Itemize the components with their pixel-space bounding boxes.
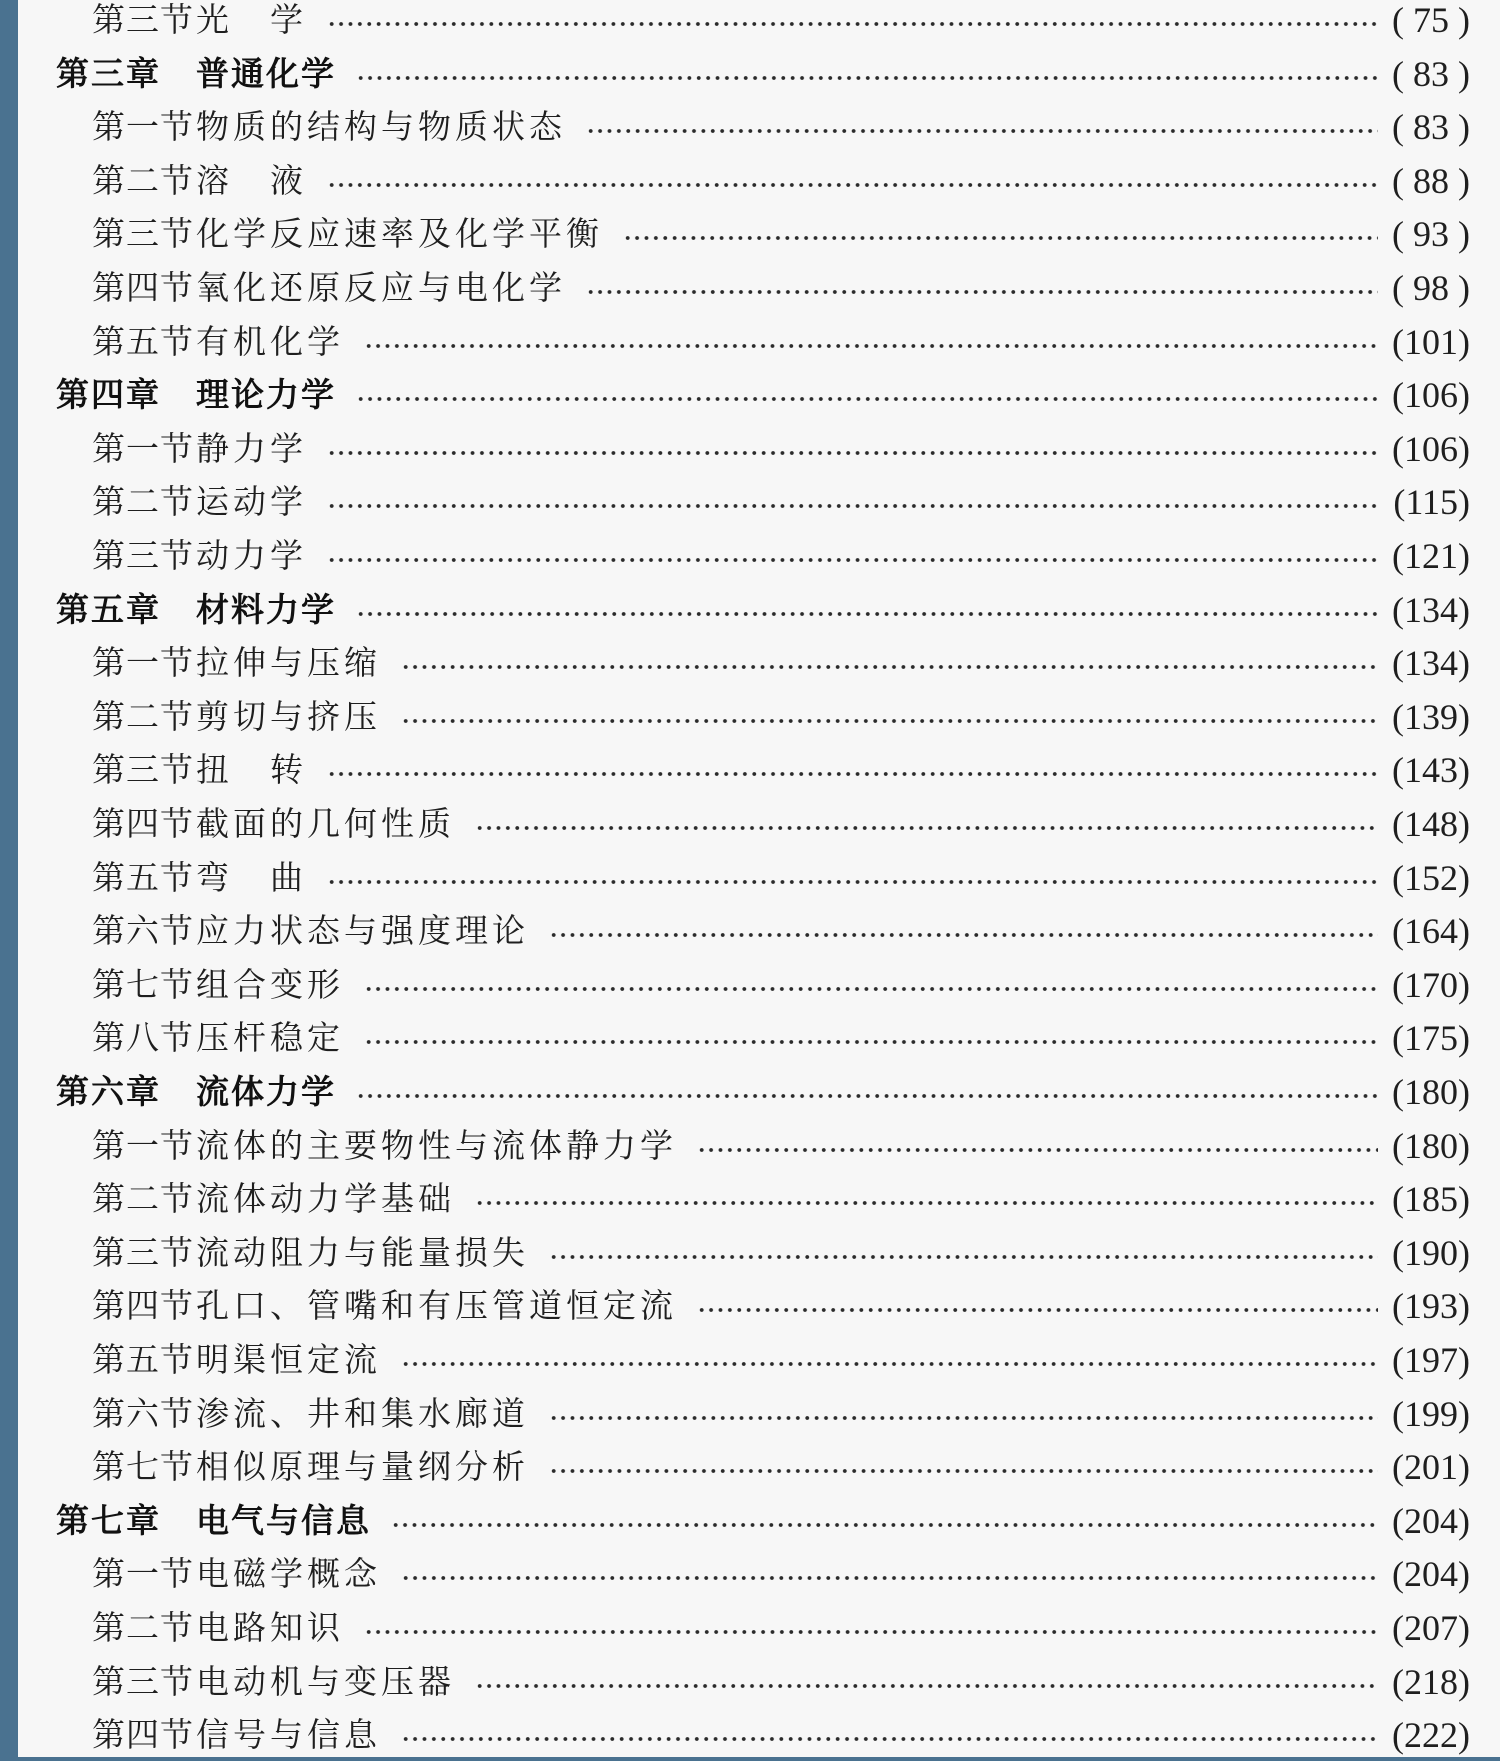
page-number: (115) — [1393, 482, 1470, 523]
page-number: (204) — [1392, 1500, 1470, 1541]
page-number: (190) — [1392, 1232, 1470, 1273]
chapter-number: 第三章 — [56, 53, 161, 93]
dot-leader — [475, 1683, 1378, 1689]
section-title: 渗流、井和集水廊道 — [196, 1393, 529, 1433]
dot-leader — [364, 1039, 1378, 1045]
toc-section-row[interactable] — [18, 744, 1500, 796]
section-number: 第七节 — [92, 1447, 194, 1487]
section-title: 扭 转 — [196, 750, 307, 790]
page-number: (199) — [1392, 1393, 1470, 1434]
toc-section-row[interactable] — [18, 530, 1500, 582]
dot-leader — [356, 75, 1378, 81]
dot-leader — [327, 879, 1378, 885]
toc-section-row[interactable] — [18, 1656, 1500, 1708]
section-number: 第二节 — [92, 1608, 194, 1647]
section-title: 光 学 — [196, 0, 307, 39]
section-title: 剪切与挤压 — [196, 696, 381, 736]
dot-leader — [697, 1147, 1378, 1153]
section-number: 第三节 — [92, 1661, 194, 1701]
toc-section-row[interactable] — [18, 1441, 1500, 1493]
dot-leader — [549, 1254, 1378, 1260]
toc-section-row[interactable] — [18, 316, 1500, 368]
section-number: 第二节 — [92, 696, 194, 736]
section-title: 流体的主要物性与流体静力学 — [196, 1125, 677, 1165]
toc-section-row[interactable] — [18, 905, 1500, 957]
section-title: 相似原理与量纲分析 — [196, 1447, 529, 1487]
section-title: 有机化学 — [196, 321, 344, 361]
toc-section-row[interactable] — [18, 959, 1500, 1011]
toc-page — [18, 0, 1500, 1757]
chapter-title: 材料力学 — [196, 589, 336, 629]
toc-section-row[interactable] — [18, 476, 1500, 528]
dot-leader — [327, 503, 1379, 509]
section-number: 第二节 — [92, 160, 194, 200]
section-title: 动力学 — [196, 536, 307, 575]
toc-chapter-row[interactable] — [18, 584, 1500, 636]
toc-section-row[interactable] — [18, 691, 1500, 743]
page-number: (106) — [1392, 375, 1470, 416]
section-number: 第二节 — [92, 482, 194, 522]
section-title: 孔口、管嘴和有压管道恒定流 — [196, 1286, 677, 1326]
page-number: (204) — [1392, 1554, 1470, 1595]
page-number: ( 75 ) — [1392, 0, 1470, 40]
page-number: (134) — [1392, 589, 1470, 630]
dot-leader — [327, 557, 1378, 563]
page-number: (170) — [1392, 964, 1470, 1005]
toc-section-row[interactable] — [18, 1173, 1500, 1225]
section-title: 截面的几何性质 — [196, 804, 455, 843]
section-title: 电动机与变压器 — [196, 1661, 455, 1701]
page-number: (164) — [1392, 911, 1470, 952]
dot-leader — [623, 235, 1378, 241]
dot-leader — [586, 128, 1378, 134]
page-number: (207) — [1392, 1608, 1470, 1648]
section-number: 第一节 — [92, 1125, 194, 1165]
section-title: 明渠恒定流 — [196, 1340, 381, 1379]
page-number: (106) — [1392, 428, 1470, 469]
section-title: 流体动力学基础 — [196, 1179, 455, 1219]
section-number: 第一节 — [92, 643, 194, 683]
section-number: 第三节 — [92, 0, 194, 39]
section-number: 第一节 — [92, 428, 194, 468]
dot-leader — [401, 664, 1378, 670]
dot-leader — [327, 182, 1378, 188]
section-title: 压杆稳定 — [196, 1018, 344, 1058]
toc-section-row[interactable] — [18, 262, 1500, 314]
dot-leader — [549, 1415, 1378, 1421]
toc-chapter-row[interactable] — [18, 1495, 1500, 1547]
section-title: 拉伸与压缩 — [196, 643, 381, 683]
chapter-title: 理论力学 — [196, 375, 336, 415]
dot-leader — [401, 1736, 1378, 1742]
page-number: (193) — [1392, 1286, 1470, 1327]
toc-section-row[interactable] — [18, 423, 1500, 475]
toc-section-row[interactable] — [18, 1334, 1500, 1386]
dot-leader — [364, 1629, 1378, 1635]
page-number: (152) — [1392, 857, 1470, 898]
dot-leader — [327, 450, 1378, 456]
chapter-title: 流体力学 — [196, 1072, 336, 1111]
page-number: ( 98 ) — [1392, 268, 1470, 308]
toc-section-row[interactable] — [18, 1709, 1500, 1761]
page-number: (180) — [1392, 1072, 1470, 1112]
section-title: 运动学 — [196, 482, 307, 522]
page-number: ( 93 ) — [1392, 214, 1470, 255]
section-title: 信号与信息 — [196, 1715, 381, 1755]
chapter-title: 电气与信息 — [196, 1500, 371, 1540]
section-number: 第三节 — [92, 750, 194, 790]
section-number: 第一节 — [92, 107, 194, 147]
section-number: 第五节 — [92, 1340, 194, 1379]
section-number: 第四节 — [92, 1715, 194, 1755]
section-title: 静力学 — [196, 428, 307, 468]
toc-section-row[interactable] — [18, 1548, 1500, 1600]
dot-leader — [364, 986, 1378, 992]
section-title: 弯 曲 — [196, 857, 307, 897]
dot-leader — [401, 1575, 1378, 1581]
section-title: 化学反应速率及化学平衡 — [196, 214, 603, 254]
toc-chapter-row[interactable] — [18, 48, 1500, 100]
page-number: ( 88 ) — [1392, 160, 1470, 201]
page-number: (197) — [1392, 1340, 1470, 1380]
section-number: 第三节 — [92, 1232, 194, 1272]
section-title: 应力状态与强度理论 — [196, 911, 529, 951]
section-number: 第六节 — [92, 911, 194, 951]
dot-leader — [697, 1307, 1378, 1313]
section-title: 溶 液 — [196, 160, 307, 200]
chapter-number: 第六章 — [56, 1072, 161, 1111]
section-title: 氧化还原反应与电化学 — [196, 268, 566, 307]
page-number: (121) — [1392, 536, 1470, 576]
toc-section-row[interactable] — [18, 1280, 1500, 1332]
section-title: 流动阻力与能量损失 — [196, 1232, 529, 1272]
page-number: (139) — [1392, 696, 1470, 737]
section-number: 第四节 — [92, 804, 194, 843]
section-number: 第四节 — [92, 268, 194, 307]
section-number: 第二节 — [92, 1179, 194, 1219]
toc-section-row[interactable] — [18, 798, 1500, 850]
section-number: 第七节 — [92, 964, 194, 1004]
toc-section-row[interactable] — [18, 208, 1500, 260]
page-number: (134) — [1392, 643, 1470, 684]
chapter-title: 普通化学 — [196, 53, 336, 93]
section-number: 第三节 — [92, 536, 194, 575]
toc-section-row[interactable] — [18, 101, 1500, 153]
section-number: 第三节 — [92, 214, 194, 254]
dot-leader — [401, 1361, 1378, 1367]
chapter-number: 第四章 — [56, 375, 161, 415]
section-number: 第五节 — [92, 321, 194, 361]
dot-leader — [327, 771, 1378, 777]
dot-leader — [475, 1200, 1378, 1206]
page-number: (175) — [1392, 1018, 1470, 1059]
toc-section-row[interactable] — [18, 0, 1500, 46]
page-number: (148) — [1392, 804, 1470, 844]
page-number: (185) — [1392, 1179, 1470, 1220]
toc-section-row[interactable] — [18, 1227, 1500, 1279]
section-number: 第八节 — [92, 1018, 194, 1058]
page-number: (222) — [1392, 1715, 1470, 1756]
section-title: 组合变形 — [196, 964, 344, 1004]
section-title: 电路知识 — [196, 1608, 344, 1647]
page-number: ( 83 ) — [1392, 53, 1470, 94]
toc-section-row[interactable] — [18, 1602, 1500, 1654]
page-number: (143) — [1392, 750, 1470, 791]
section-number: 第一节 — [92, 1554, 194, 1594]
dot-leader — [549, 1468, 1378, 1474]
toc-section-row[interactable] — [18, 1012, 1500, 1064]
dot-leader — [391, 1522, 1378, 1528]
toc-section-row[interactable] — [18, 1120, 1500, 1172]
page-number: ( 83 ) — [1392, 107, 1470, 148]
dot-leader — [549, 932, 1378, 938]
dot-leader — [475, 825, 1378, 831]
toc-section-row[interactable] — [18, 1388, 1500, 1440]
toc-section-row[interactable] — [18, 155, 1500, 207]
section-title: 电磁学概念 — [196, 1554, 381, 1594]
page-number: (218) — [1392, 1661, 1470, 1702]
dot-leader — [356, 396, 1378, 402]
section-number: 第六节 — [92, 1393, 194, 1433]
toc-section-row[interactable] — [18, 637, 1500, 689]
section-number: 第五节 — [92, 857, 194, 897]
toc-section-row[interactable] — [18, 852, 1500, 904]
page-number: (101) — [1392, 321, 1470, 362]
page-number: (180) — [1392, 1125, 1470, 1166]
dot-leader — [327, 21, 1378, 27]
toc-chapter-row[interactable] — [18, 1066, 1500, 1118]
chapter-number: 第五章 — [56, 589, 161, 629]
dot-leader — [586, 289, 1378, 295]
section-number: 第四节 — [92, 1286, 194, 1326]
chapter-number: 第七章 — [56, 1500, 161, 1540]
dot-leader — [364, 343, 1378, 349]
section-title: 物质的结构与物质状态 — [196, 107, 566, 147]
dot-leader — [356, 611, 1378, 617]
dot-leader — [356, 1093, 1378, 1099]
dot-leader — [401, 718, 1378, 724]
toc-chapter-row[interactable] — [18, 369, 1500, 421]
page-number: (201) — [1392, 1447, 1470, 1488]
